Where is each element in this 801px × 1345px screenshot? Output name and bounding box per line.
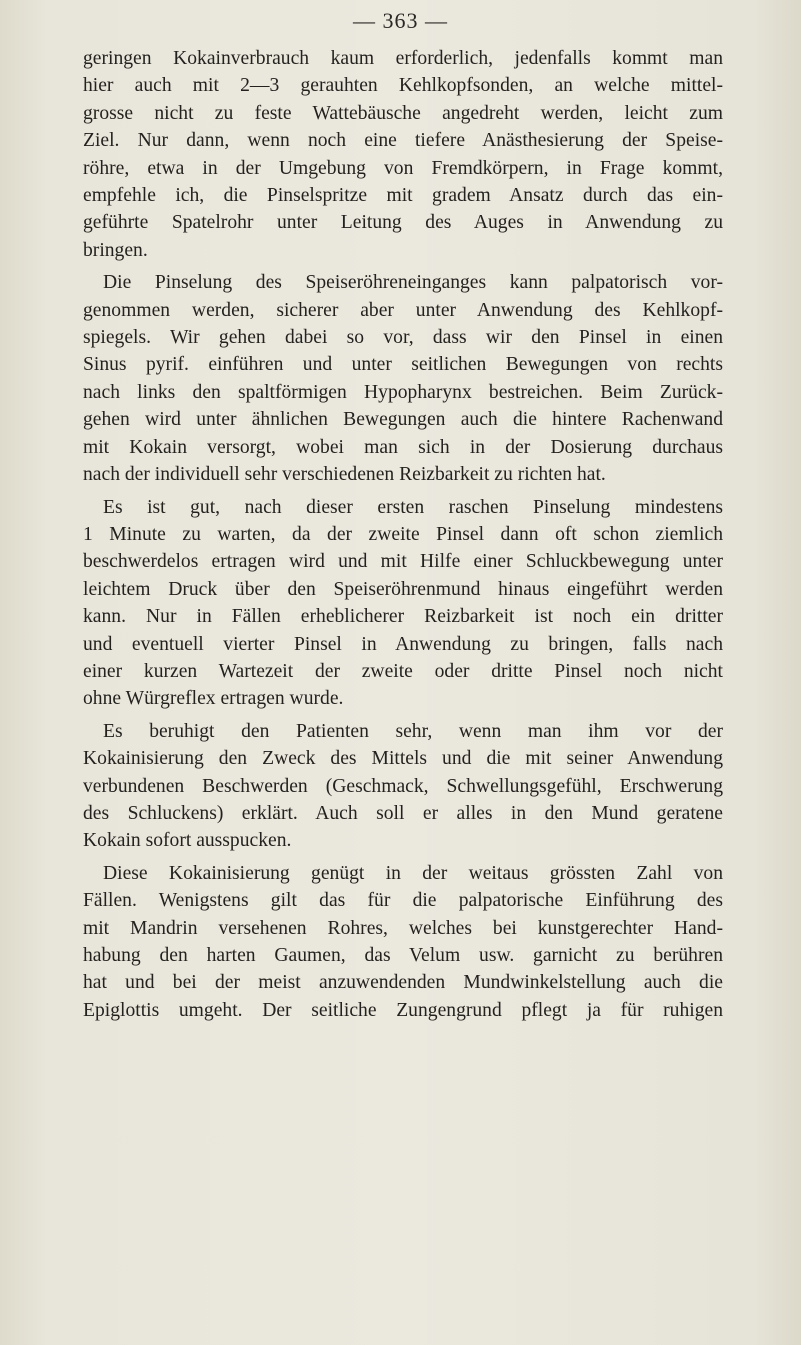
text-line: grosse nicht zu feste Wattebäusche angedreht werden, leicht zum: [83, 102, 723, 124]
text-line: verbundenen Beschwerden (Geschmack, Schwellungsgefühl, Erschwerung: [83, 775, 723, 797]
text-line: des Schluckens) erklärt. Auch soll er alles in den Mund geratene: [83, 802, 723, 824]
text-line: Sinus pyrif. einführen und unter seitlichen Bewegungen von rechts: [83, 354, 723, 376]
text-line: Ziel. Nur dann, wenn noch eine tiefere Anästhesierung der Speise-: [83, 130, 723, 152]
text-line: Diese Kokainisierung genügt in der weitaus grössten Zahl von: [103, 862, 723, 884]
text-line: nach links den spaltförmigen Hypopharynx bestreichen. Beim Zurück-: [83, 381, 723, 403]
text-line: bringen.: [83, 239, 148, 261]
text-line: hier auch mit 2—3 gerauhten Kehlkopfsonden, an welche mittel-: [83, 75, 723, 97]
text-line: genommen werden, sicherer aber unter Anwendung des Kehlkopf-: [83, 299, 723, 321]
text-line: Kokain sofort ausspucken.: [83, 830, 292, 852]
page-number: — 363 —: [353, 8, 448, 33]
text-line: beschwerdelos ertragen wird und mit Hilfe einer Schluckbewegung unter: [83, 551, 723, 573]
paragraph: [83, 269, 723, 488]
text-line: einer kurzen Wartezeit der zweite oder dritte Pinsel noch nicht: [83, 660, 723, 682]
text-line: geringen Kokainverbrauch kaum erforderlich, jedenfalls kommt man: [83, 48, 723, 69]
text-line: leichtem Druck über den Speiseröhrenmund hinaus eingeführt werden: [83, 578, 723, 600]
text-line: Es ist gut, nach dieser ersten raschen Pinselung mindestens: [103, 496, 723, 518]
text-line: Kokainisierung den Zweck des Mittels und die mit seiner Anwendung: [83, 748, 723, 770]
text-line: empfehle ich, die Pinselspritze mit gradem Ansatz durch das ein-: [83, 185, 723, 207]
text-line: kann. Nur in Fällen erheblicherer Reizbarkeit ist noch ein dritter: [83, 606, 723, 628]
text-line: 1 Minute zu warten, da der zweite Pinsel dann oft schon ziemlich: [83, 523, 723, 545]
text-line: röhre, etwa in der Umgebung von Fremdkörpern, in Frage kommt,: [83, 157, 723, 179]
paragraph: [83, 718, 723, 855]
paragraph: [83, 860, 723, 1024]
text-line: habung den harten Gaumen, das Velum usw. garnicht zu berühren: [83, 945, 723, 966]
text-line: und eventuell vierter Pinsel in Anwendung zu bringen, falls nach: [83, 633, 723, 655]
text-line: hat und bei der meist anzuwendenden Mundwinkelstellung auch die: [83, 972, 723, 994]
text-line: Es beruhigt den Patienten sehr, wenn man ihm vor der: [103, 720, 723, 742]
paragraph: [83, 494, 723, 713]
text-line: Fällen. Wenigstens gilt das für die palpatorische Einführung des: [83, 890, 723, 912]
text-line: nach der individuell sehr verschiedenen Reizbarkeit zu richten hat.: [83, 464, 606, 486]
text-line: Epiglottis umgeht. Der seitliche Zungengrund pflegt ja für ruhigen: [83, 999, 723, 1021]
text-line: gehen wird unter ähnlichen Bewegungen auch die hintere Rachenwand: [83, 409, 723, 431]
text-line: mit Kokain versorgt, wobei man sich in der Dosierung durchaus: [83, 436, 723, 458]
paragraph: [83, 45, 723, 264]
text-line: geführte Spatelrohr unter Leitung des Auges in Anwendung zu: [83, 212, 723, 234]
text-line: Die Pinselung des Speiseröhreneinganges kann palpatorisch vor-: [103, 272, 723, 294]
text-line: mit Mandrin versehenen Rohres, welches bei kunstgerechter Hand-: [83, 917, 723, 939]
text-line: spiegels. Wir gehen dabei so vor, dass wir den Pinsel in einen: [83, 327, 723, 349]
body-text: [83, 45, 723, 1024]
text-line: ohne Würgreflex ertragen wurde.: [83, 688, 344, 710]
